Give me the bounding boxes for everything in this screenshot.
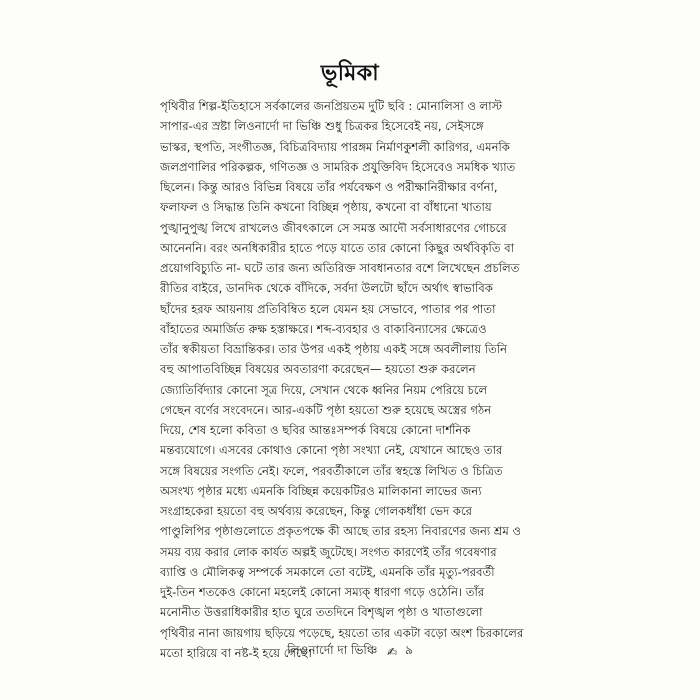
body-line: দুই-তিন শতকেও কোনো মহলেই কোনো সম্যক্‌ ধারণা গড়ে ওঠেনি। তাঁর	[160, 585, 485, 599]
body-line: পৃথিবীর নানা জায়গায় ছড়িয়ে পড়েছে, হয়তো তার একটা বড়ো অংশ চিরকালের	[160, 625, 524, 640]
body-line: সঙ্গে বিষয়ের সংগতি নেই। ফলে, পরবর্তীকালে তাঁর স্বহস্তে লিখিত ও চিত্রিত	[160, 463, 503, 478]
body-line: পৃথিবীর শিল্প-ইতিহাসে সর্বকালের জনপ্রিয়তম দুটি ছবি : মোনালিসা ও লাস্ট	[160, 99, 503, 113]
body-line: বাঁহাতের অমার্জিত রুক্ষ হস্তাক্ষরে। শব্দ-ব্যবহার ও বাক্যবিন্যাসের ক্ষেত্রেও	[160, 321, 487, 336]
pen-icon: ✍	[387, 645, 398, 659]
body-line: রীতির বাইরে, ডানদিক থেকে বাঁদিকে, সর্বদা উলটো ছাঁদে অর্থাৎ স্বাভাবিক	[160, 281, 493, 296]
running-title: লিওনার্দো দা ভিঞ্চি	[287, 643, 378, 657]
body-line: ব্যাপ্তি ও মৌলিকত্ব সম্পর্কে সমকালে তো বটেই, এমনকি তাঁর মৃত্যু-পরবর্তী	[160, 564, 495, 579]
body-line: বহু আপাতবিচ্ছিন্ন বিষয়ের অবতারণা করেছেন— হয়তো শুরু করলেন	[160, 362, 476, 377]
body-line: ছাঁদের হরফ আয়নায় প্রতিবিম্বিত হলে যেমন হয় সেভাবে, পাতার পর পাতা	[160, 301, 496, 316]
page-footer	[0, 642, 700, 662]
body-line: সাপার-এর স্রষ্টা লিওনার্দো দা ভিঞ্চি শুধু চিত্রকর হিসেবেই নয়, সেইসঙ্গে	[160, 119, 484, 134]
page-title: ভূমিকা	[320, 61, 380, 86]
body-line: ছিলেন। কিন্তু আরও বিভিন্ন বিষয়ে তাঁর পর্যবেক্ষণ ও পরীক্ষানিরীক্ষার বর্ণনা,	[160, 180, 498, 194]
body-line: প্রয়োগবিচ্যুতি না- ঘটে তার জন্য অতিরিক্ত সাবধানতার বশে লিখেছেন প্রচলিত	[160, 261, 520, 275]
body-line: মন্তব্যযোগে। এসবের কোথাও কোনো পৃষ্ঠা সংখ্যা নেই, যেখানে আছেও তার	[160, 443, 503, 458]
body-line: গেছেন বর্ণের সংবেদনে। আর-একটি পৃষ্ঠা হয়তো শুরু হয়েছে অস্ত্রের গঠন	[160, 402, 492, 417]
body-line: অসংখ্য পৃষ্ঠার মধ্যে এমনকি বিচ্ছিন্ন কয়েকটিরও মালিকানা লাভের জন্য	[160, 483, 482, 498]
body-text	[160, 96, 570, 663]
body-line: মনোনীত উত্তরাধিকারীর হাত ঘুরে ততদিনে বিশৃঙ্খল পৃষ্ঠা ও খাতাগুলো	[160, 605, 483, 620]
body-line: মতো হারিয়ে বা নষ্ট-ই হয়ে গেছে।	[160, 645, 312, 660]
body-line: সংগ্রাহকেরা হয়তো বহু অর্থব্যয় করেছেন, কিন্তু গোলকধাঁধা ভেদ করে	[160, 504, 473, 518]
page-number: ৯	[405, 643, 413, 657]
body-line: দিয়ে, শেষ হলো কবিতা ও ছবির আন্তঃসম্পর্ক বিষয়ে কোনো দার্শনিক	[160, 423, 471, 437]
body-line: ফলাফল ও সিদ্ধান্ত তিনি কখনো বিচ্ছিন্ন পৃষ্ঠায়, কখনো বা বাঁধানো খাতায়	[160, 200, 492, 215]
body-line: আনেননি। বরং অনধিকারীর হাতে পড়ে যাতে তার কোনো কিছুর অর্থবিকৃতি বা	[160, 240, 515, 255]
body-line: তাঁর স্বকীয়তা বিভ্রান্তিকর। তার উপর একই পৃষ্ঠায় একই সঙ্গে অবলীলায় তিনি	[160, 342, 508, 356]
body-line: জ্যোতির্বিদ্যার কোনো সূত্র দিয়ে, সেখান থেকে ধ্বনির নিয়ম পেরিয়ে চলে	[160, 382, 488, 397]
body-line: সময় ব্যয় করার লোক কার্যত অল্পই জুটেছে। সংগত কারণেই তাঁর গবেষণার	[160, 544, 497, 559]
body-line: পাণ্ডুলিপির পৃষ্ঠাগুলোতে প্রকৃতপক্ষে কী আছে তার রহস্য নিবারণের জন্য শ্রম ও	[160, 524, 521, 539]
body-line: ভাস্কর, স্থপতি, সংগীতজ্ঞ, বিচিত্রবিদ্যায় পারঙ্গম নির্মাণকুশলী কারিগর, এমনকি	[160, 139, 510, 154]
body-line: জলপ্রণালির পরিকল্পক, গণিতজ্ঞ ও সামরিক প্রযুক্তিবিদ হিসেবেও সমধিক খ্যাত	[160, 159, 516, 174]
body-line: পুঙ্খানুপুঙ্খ লিখে রাখলেও জীবৎকালে সে সমস্ত আদৌ সর্বসাধারণের গোচরে	[160, 220, 507, 235]
